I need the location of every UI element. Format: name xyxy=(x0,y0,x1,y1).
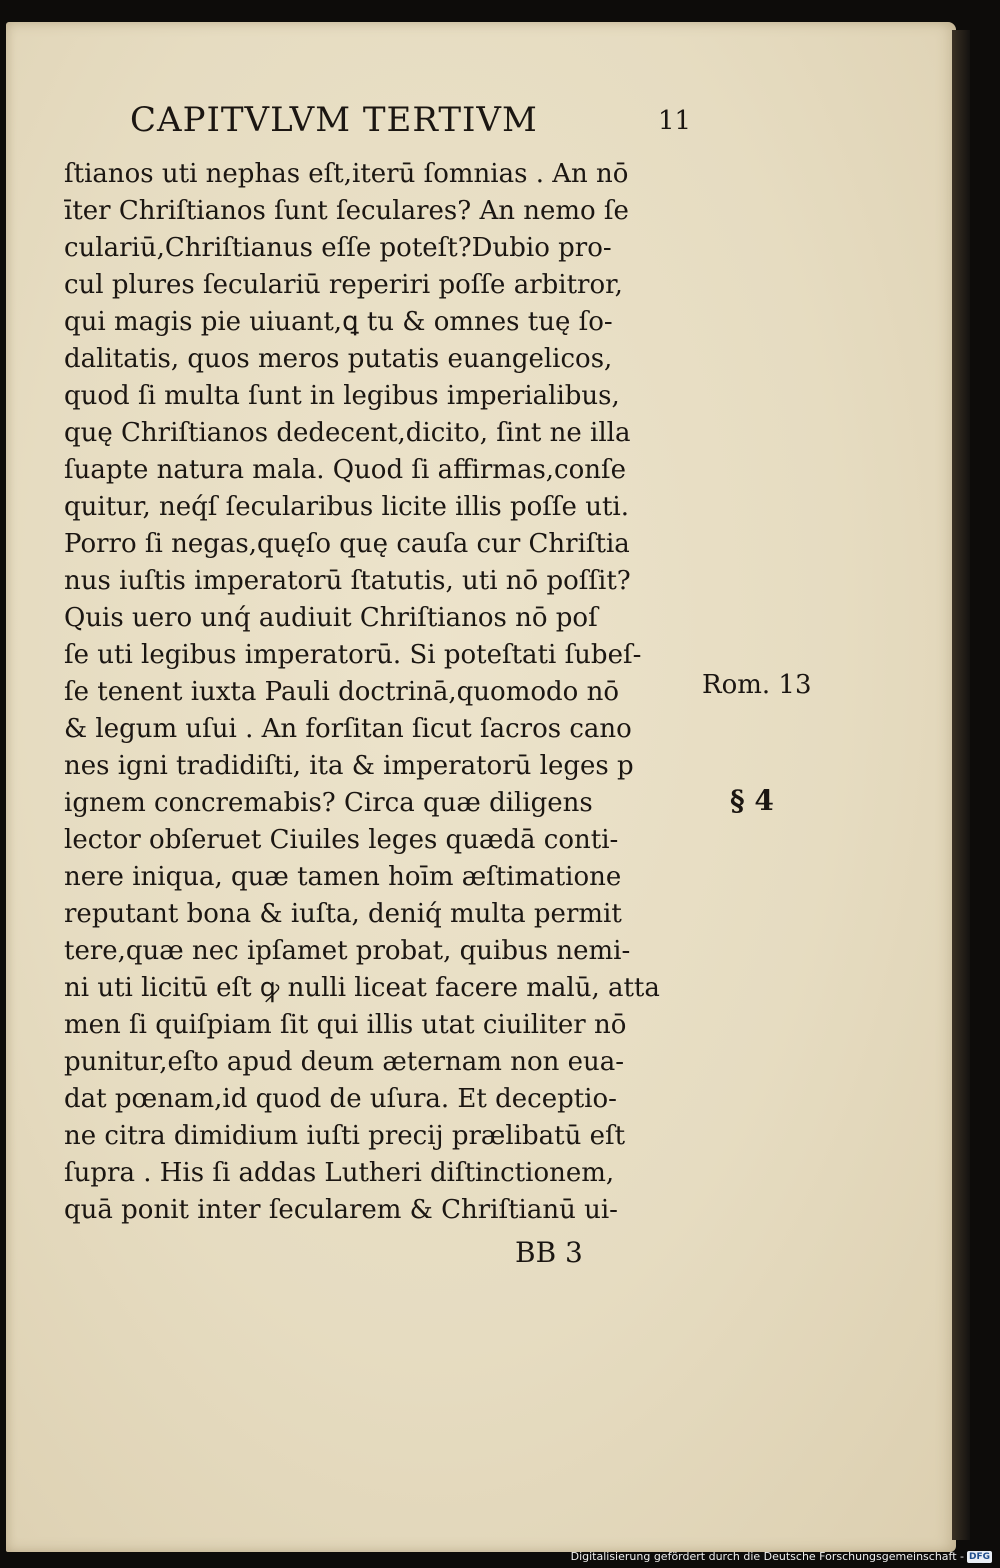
text-line: ſtianos uti nephas eſt,iterū ſomnias . An nō xyxy=(64,159,629,189)
text-line: cul plures ſeculariū reperiri poſſe arbitror, xyxy=(64,270,623,300)
text-line: nus iuſtis imperatorū ſtatutis, uti nō poſſit? xyxy=(64,566,631,596)
page-header xyxy=(130,100,690,144)
text-line: ſe tenent iuxta Pauli doctrinā,quomodo nō xyxy=(64,677,619,707)
text-line: nere iniqua, quæ tamen hoīm æſtimatione xyxy=(64,862,622,892)
text-line: īter Chriſtianos ſunt ſeculares? An nemo ſe xyxy=(64,196,629,226)
text-line: culariū,Chriſtianus eſſe poteſt?Dubio pro- xyxy=(64,233,612,263)
text-line: reputant bona & iuſta, deniq́ multa permit xyxy=(64,899,622,929)
text-line: & legum uſui . An forſitan ſicut ſacros cano xyxy=(64,714,632,744)
signature-mark: BB 3 xyxy=(515,1236,583,1269)
margin-note-rom: Rom. 13 xyxy=(702,670,812,700)
page-edge-shadow xyxy=(952,30,970,1540)
text-line: quę Chriſtianos dedecent,dicito, ſint ne illa xyxy=(64,418,631,448)
folio-number: 11 xyxy=(658,106,692,136)
text-line: dat pœnam,id quod de uſura. Et deceptio- xyxy=(64,1084,617,1114)
body-text xyxy=(64,156,694,1229)
running-head: CAPITVLVM TERTIVM xyxy=(130,100,538,140)
text-line: Porro ſi negas,quęſo quę cauſa cur Chriſtia xyxy=(64,529,630,559)
dfg-logo-icon: DFG xyxy=(968,1551,990,1562)
text-line: dalitatis, quos meros putatis euangelicos, xyxy=(64,344,613,374)
text-line: ne citra dimidium iuſti precij prælibatū eſt xyxy=(64,1121,626,1151)
text-line: quod ſi multa ſunt in legibus imperialibus, xyxy=(64,381,620,411)
text-line: qui magis pie uiuant,ꝗ tu & omnes tuę ſo- xyxy=(64,307,613,337)
credit-text: Digitalisierung gefördert durch die Deutsche Forschungsgemeinschaft - xyxy=(570,1550,964,1563)
digitization-credit xyxy=(571,1550,992,1563)
text-line: quitur, neq́ſ ſecularibus licite illis poſſe uti. xyxy=(64,492,629,522)
text-line: ni uti licitū eſt ꝙ nulli liceat facere malū, atta xyxy=(64,973,660,1003)
text-line: ſuapte natura mala. Quod ſi affirmas,conſe xyxy=(64,455,627,485)
text-line: men ſi quiſpiam ſit qui illis utat ciuiliter nō xyxy=(64,1010,627,1040)
text-line: quā ponit inter ſecularem & Chriſtianū ui- xyxy=(64,1195,618,1225)
text-line: ſe uti legibus imperatorū. Si poteſtati ſubeſ- xyxy=(64,640,642,670)
text-line: lector obſeruet Ciuiles leges quædā conti- xyxy=(64,825,619,855)
text-line: punitur,eſto apud deum æternam non eua- xyxy=(64,1047,625,1077)
margin-note-section: § 4 xyxy=(730,784,774,817)
text-line: ſupra . His ſi addas Lutheri diſtinctionem, xyxy=(64,1158,615,1188)
text-line: Quis uero unq́ audiuit Chriſtianos nō poſ xyxy=(64,603,598,633)
text-line: nes igni tradidiſti, ita & imperatorū leges p xyxy=(64,751,634,781)
text-line: tere,quæ nec ipſamet probat, quibus nemi- xyxy=(64,936,631,966)
text-line: ignem concremabis? Circa quæ diligens xyxy=(64,788,593,818)
